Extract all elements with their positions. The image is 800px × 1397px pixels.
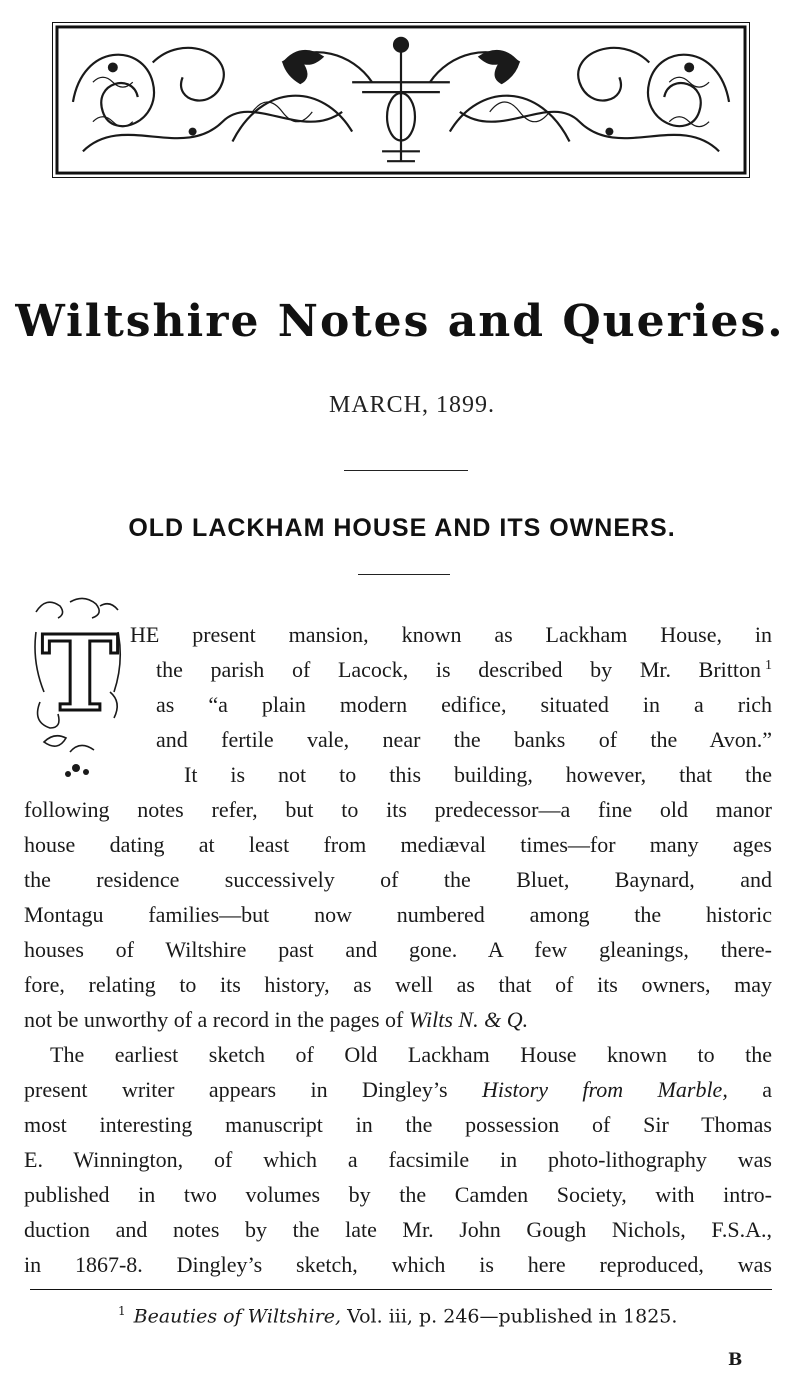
article-title: OLD LACKHAM HOUSE AND ITS OWNERS.: [128, 514, 676, 542]
footnote: [118, 1304, 677, 1327]
article-line: houses of Wiltshire past and gone. A few gleanings, there-: [24, 937, 772, 962]
scrollwork-ornament-icon: [53, 23, 749, 177]
footnote-divider: [30, 1289, 772, 1290]
article-line: fore, relating to its history, as well as that of its owners, may: [24, 972, 772, 997]
article-line: The earliest sketch of Old Lackham House known to the: [50, 1042, 772, 1067]
article-line: published in two volumes by the Camden Society, with intro-: [24, 1182, 772, 1207]
article-line: duction and notes by the late Mr. John Gough Nichols, F.S.A.,: [24, 1217, 772, 1242]
footnote-book-title: Beauties of Wiltshire,: [133, 1305, 342, 1328]
book-title: History from Marble,: [481, 1077, 728, 1102]
article-line: Montagu families—but now numbered among the historic: [24, 902, 772, 927]
title-divider: [344, 470, 468, 471]
article-line: as “a plain modern edifice, situated in a rich: [156, 692, 772, 717]
issue-date: MARCH, 1899.: [328, 392, 496, 418]
ornamental-headpiece: [52, 22, 750, 178]
article-line: present writer appears in Dingley’s History from Marble, a: [24, 1077, 773, 1102]
article-line: most interesting manuscript in the possession of Sir Thomas: [24, 1112, 772, 1137]
footnote-reference: 1: [765, 658, 772, 673]
journal-abbreviation: Wilts N. & Q.: [408, 1007, 529, 1032]
drop-cap-initial: [30, 592, 126, 784]
drop-cap-letter: T: [41, 612, 119, 735]
footnote-marker: 1: [118, 1304, 126, 1318]
article-line: E. Winnington, of which a facsimile in photo-lithography was: [24, 1147, 772, 1172]
article-line: house dating at least from mediæval times—for many ages: [24, 832, 772, 857]
footnote-text: Vol. iii, p. 246—published in 1825.: [341, 1305, 678, 1328]
article-line: in 1867-8. Dingley’s sketch, which is here reproduced, was: [24, 1252, 772, 1277]
article-line: It is not to this building, however, that the: [184, 762, 772, 787]
article-divider: [358, 574, 450, 575]
article-line: not be unworthy of a record in the pages of Wilts N. & Q.: [24, 1007, 529, 1032]
article-line: following notes refer, but to its predecessor—a fine old manor: [24, 797, 772, 822]
article-line: HE present mansion, known as Lackham House, in: [130, 622, 772, 647]
article-line: and fertile vale, near the banks of the Avon.”: [156, 727, 772, 752]
ornate-drop-cap-icon: [30, 592, 126, 784]
signature-mark: B: [728, 1350, 743, 1370]
article-line: the parish of Lacock, is described by Mr. Britton $^1$: [156, 657, 772, 682]
article-line: the residence successively of the Bluet, Baynard, and: [24, 867, 772, 892]
journal-title: Wiltshire Notes and Queries.: [15, 296, 785, 347]
